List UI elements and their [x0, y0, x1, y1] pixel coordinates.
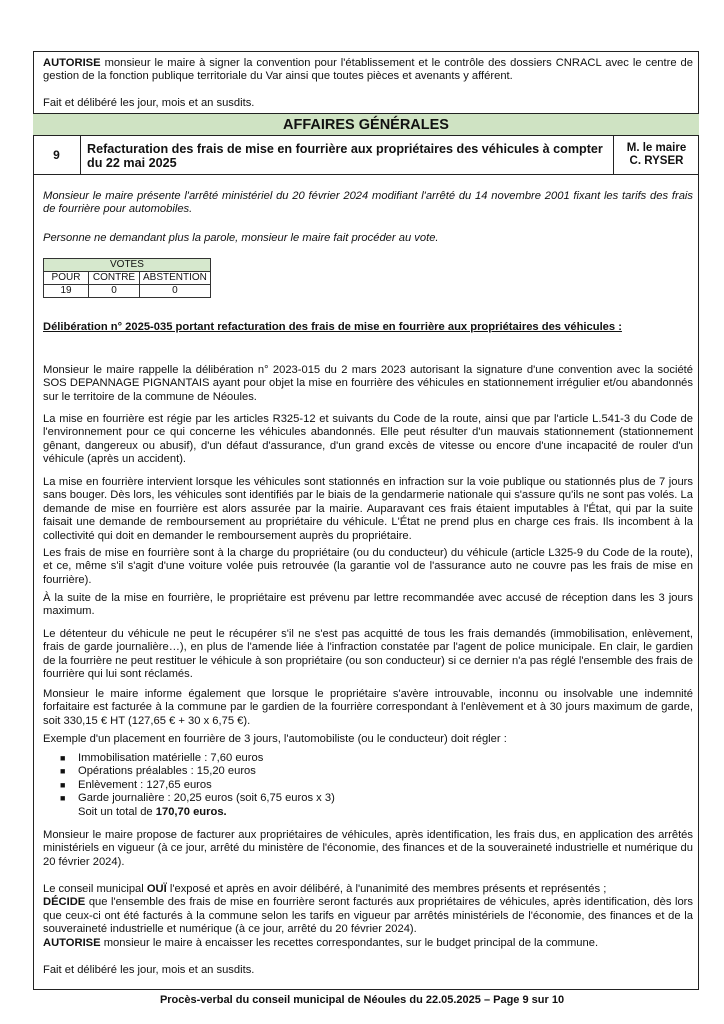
rapporteur-1: M. le maire	[626, 142, 687, 154]
agenda-item-row	[33, 136, 699, 175]
item-title: Refacturation des frais de mise en fourrière aux propriétaires des véhicules à compter du 22 mai 2025	[87, 142, 603, 170]
cost-list	[55, 752, 335, 819]
fait-bottom: Fait et délibéré les jour, mois et an susdits.	[43, 964, 255, 976]
votes-header: VOTES	[44, 259, 211, 272]
votes-pour-value: 19	[44, 285, 89, 298]
bullet-icon: ■	[60, 793, 66, 804]
paragraph-charges: Les frais de mise en fourrière sont à la charge du propriétaire (ou du conducteur) du véhicule (article L325-9 du Code de la route), et ce, même s'il s'agit d'une voiture volée puis retrouvée (la garantie vol de l'assurance auto ne couvre pas les frais de mise en fourrière).	[43, 547, 693, 586]
votes-col-abstention: ABSTENTION	[140, 272, 211, 285]
item-number: 9	[33, 136, 81, 174]
paragraph-indemnite: Monsieur le maire informe également que lorsque le propriétaire s'avère introuvable, inconnu ou insolvable une indemnité forfaitaire est facturée à la commune par le gardien de la fourrière correspondant à l'enlèvement et à 30 jours maximum de garde, soit 330,15 € HT (127,65 € + 30 x 6,75 €).	[43, 688, 693, 727]
paragraph-convention: Monsieur le maire rappelle la délibération n° 2023-015 du 2 mars 2023 autorisant la signature d'une convention avec la société SOS DEPANNAGE PIGNANTAIS ayant pour objet la mise en fourrière des véhicules en stationnement irrégulier et/ou abandonnés sur le territoire de la commune de Néoules.	[43, 364, 693, 403]
votes-contre-value: 0	[89, 285, 140, 298]
autorise-cnracl: AUTORISE monsieur le maire à signer la convention pour l'établissement et le contrôle des dossiers CNRACL avec le centre de gestion de la fonction publique territoriale du Var ainsi que toutes pièces et avenants y afférent.	[43, 57, 693, 83]
bullet-icon: ■	[60, 766, 66, 777]
paragraph-recuperation: Le détenteur du véhicule ne peut le récupérer s'il ne s'est pas acquitté de tous les frais demandés (immobilisation, enlèvement, frais de garde journalière…), en plus de l'amende liée à l'infraction constatée par l'agent de police municipale. En clair, le gardien de la fourrière ne peut restituer le véhicule à son propriétaire (ou son conducteur) si ce dernier n'a pas réglé l'ensemble des frais de fourrière qui lui sont réclamés.	[43, 628, 693, 681]
list-item: ■ Garde journalière : 20,25 euros (soit 6,75 euros x 3)	[60, 792, 335, 805]
votes-col-contre: CONTRE	[89, 272, 140, 285]
paragraph-regime: La mise en fourrière est régie par les articles R325-12 et suivants du Code de la route, ainsi que par l'article L.541-3 du Code de l'environnement pour ce qui concerne les véhicules abandonnés. Elle peut résulter d'un mauvais stationnement (stationnement gênant, dangereux ou abusif), d'un défaut d'assurance, d'un grand excès de vitesse ou encore d'une incapacité de rouler d'un véhicule (après un accident).	[43, 413, 693, 466]
list-item: ■ Immobilisation matérielle : 7,60 euros	[60, 752, 264, 764]
votes-table	[43, 258, 211, 298]
fait-top: Fait et délibéré les jour, mois et an susdits.	[43, 97, 255, 109]
paragraph-proposal: Monsieur le maire propose de facturer aux propriétaires de véhicules, après identification, les frais dus, en application des arrêtés ministériels en vigueur (à ce jour, arrêté du ministère de l'économie, des finances et de la souveraineté industrielle et numérique du 20 février 2024).	[43, 829, 693, 868]
rapporteur-2: C. RYSER	[629, 155, 684, 167]
list-item: ■ Opérations préalables : 15,20 euros	[60, 765, 256, 778]
bullet-icon: ■	[60, 779, 66, 790]
paragraph-exemple: Exemple d'un placement en fourrière de 3 jours, l'automobiliste (ou le conducteur) doit régler :	[43, 733, 507, 745]
bullet-icon: ■	[60, 753, 66, 763]
item-rapporteur	[613, 136, 699, 174]
decision-block: Le conseil municipal OUÏ l'exposé et après en avoir délibéré, à l'unanimité des membres présents et représentés ; DÉCIDE que l'ensemble des frais de mise en fourrière seront facturés aux propriétaires de véhicules, après identification, dès lors que ceux-ci ont été facturés à la commune selon les tarifs en vigueur par arrêtés ministériels de l'économie, des finances et de la souveraineté industrielle et numérique (à ce jour, arrêté du 20 février 2024). AUTORISE monsieur le maire à encaisser les recettes correspondantes, sur le budget principal de la commune.	[43, 883, 693, 949]
page-footer: Procès-verbal du conseil municipal de Néoules du 22.05.2025 – Page 9 sur 10	[159, 994, 565, 1006]
cost-total: Soit un total de 170,70 euros.	[78, 805, 227, 818]
list-item: ■ Enlèvement : 127,65 euros	[60, 778, 212, 791]
paragraph-intervention: La mise en fourrière intervient lorsque les véhicules sont stationnés en infraction sur la voie publique ou stationnés plus de 7 jours sans bouger. Dès lors, les véhicules sont identifiés par le biais de la gendarmerie nationale qui s'assure qu'ils ne sont pas volés. La demande de mise en fourrière est alors assurée par la mairie. Auparavant ces frais étaient imputables à l'État, qui par la suite faisait une demande de remboursement au propriétaire du véhicule. L'État ne prend plus en charge ces frais. Ils incombent à la collectivité qui doit en demander le remboursement auprès du propriétaire.	[43, 476, 693, 542]
deliberation-title: Délibération n° 2025-035 portant refacturation des frais de mise en fourrière aux propriétaires des véhicules :	[43, 321, 622, 333]
section-title: AFFAIRES GÉNÉRALES	[33, 113, 699, 136]
votes-col-pour: POUR	[44, 272, 89, 285]
paragraph-notification: À la suite de la mise en fourrière, le propriétaire est prévenu par lettre recommandée avec accusé de réception dans les 3 jours maximum.	[43, 592, 693, 618]
votes-abstention-value: 0	[140, 285, 211, 298]
intro-paragraph: Monsieur le maire présente l'arrêté ministériel du 20 février 2024 modifiant l'arrêté du 14 novembre 2001 fixant les tarifs des frais de fourrière pour automobiles.	[43, 190, 693, 216]
intro-vote-call: Personne ne demandant plus la parole, monsieur le maire fait procéder au vote.	[43, 232, 439, 244]
